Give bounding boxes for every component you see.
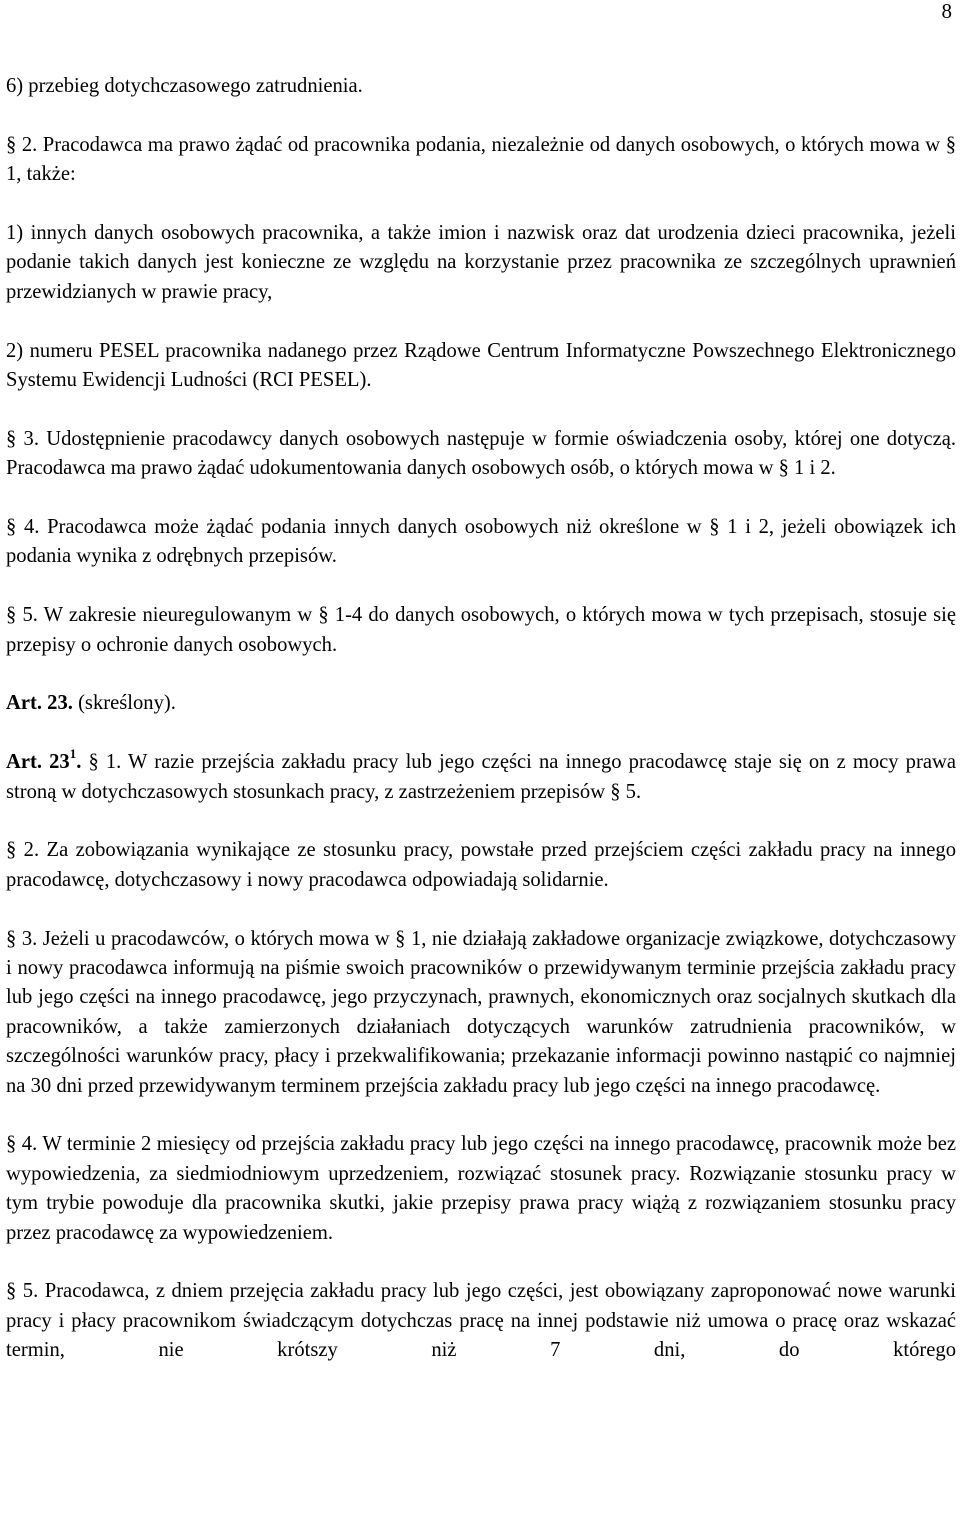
- paragraph-section-4: § 4. Pracodawca może żądać podania innych danych osobowych niż określone w § 1 i 2, jeżeli obowiązek ich podania wynika z odrębnych przepisów.: [6, 516, 956, 568]
- article-23-1: [6, 748, 956, 807]
- paragraph-section-5: § 5. W zakresie nieuregulowanym w § 1-4 do danych osobowych, o których mowa w tych przepisach, stosuje się przepisy o ochronie danych osobowych.: [6, 604, 956, 656]
- article-superscript: 1: [69, 746, 77, 762]
- paragraph-item-6: 6) przebieg dotychczasowego zatrudnienia.: [6, 75, 363, 97]
- paragraph-section-3: § 3. Udostępnienie pracodawcy danych osobowych następuje w formie oświadczenia osoby, której one dotyczą. Pracodawca ma prawo żądać udokumentowania danych osobowych osób, o których mowa w § 1 i 2.: [6, 427, 956, 480]
- article-23-1-text: § 1. W razie przejścia zakładu pracy lub jego części na innego pracodawcę staje się on z mocy prawa stroną w dotychczasowych stosunkach pracy, z zastrzeżeniem przepisów § 5.: [6, 751, 956, 803]
- article-23-text: (skreślony).: [72, 692, 176, 715]
- page-number: 8: [941, 0, 952, 23]
- paragraph-art23-1-section-5: § 5. Pracodawca, z dniem przejęcia zakładu pracy lub jego części, jest obowiązany zaproponować nowe warunki pracy i płacy pracownikom świadczącym dotychczas pracę na innej podstawie niż umowa o pracę oraz wskazać termin, nie krótszy niż 7 dni, do którego: [6, 1280, 956, 1362]
- paragraph-art23-1-section-2: § 2. Za zobowiązania wynikające ze stosunku pracy, powstałe przed przejściem części zakładu pracy na innego pracodawcę, dotychczasowy i nowy pracodawca odpowiadają solidarnie.: [6, 839, 956, 891]
- paragraph-point-2: 2) numeru PESEL pracownika nadanego przez Rządowe Centrum Informatyczne Powszechnego Elektronicznego Systemu Ewidencji Ludności (RCI PESEL).: [6, 339, 956, 392]
- article-23-heading: Art. 23.: [6, 692, 73, 715]
- document-body: [6, 72, 956, 1366]
- article-23: [6, 689, 956, 718]
- paragraph-art23-1-section-3: § 3. Jeżeli u pracodawców, o których mowa w § 1, nie działają zakładowe organizacje związkowe, dotychczasowy i nowy pracodawca informują na piśmie swoich pracowników o przewidywanym terminie przejścia zakładu pracy lub jego części na innego pracodawcę, jego przyczynach, prawnych, ekonomicznych oraz socjalnych skutkach dla pracowników, a także zamierzonych działaniach dotyczących warunków zatrudnienia pracowników, w szczególności warunków pracy, płacy i przekwalifikowania; przekazanie informacji powinno nastąpić co najmniej na 30 dni przed przewidywanym terminem przejścia zakładu pracy lub jego części na innego pracodawcę.: [6, 927, 956, 1097]
- paragraph-point-1: 1) innych danych osobowych pracownika, a także imion i nazwisk oraz dat urodzenia dzieci pracownika, jeżeli podanie takich danych jest konieczne ze względu na korzystanie przez pracownika ze szczególnych uprawnień przewidzianych w prawie pracy,: [6, 222, 956, 303]
- paragraph-section-2: § 2. Pracodawca ma prawo żądać od pracownika podania, niezależnie od danych osobowych, o których mowa w § 1, także:: [6, 133, 956, 186]
- paragraph-art23-1-section-4: § 4. W terminie 2 miesięcy od przejścia zakładu pracy lub jego części na innego pracodawcę, pracownik może bez wypowiedzenia, za siedmiodniowym uprzedzeniem, rozwiązać stosunek pracy. Rozwiązanie stosunku pracy w tym trybie powoduje dla pracownika skutki, jakie przepisy prawa pracy wiążą z rozwiązaniem stosunku pracy przez pracodawcę za wypowiedzeniem.: [6, 1133, 956, 1244]
- article-23-1-heading: Art. $23^1$.: [6, 746, 82, 774]
